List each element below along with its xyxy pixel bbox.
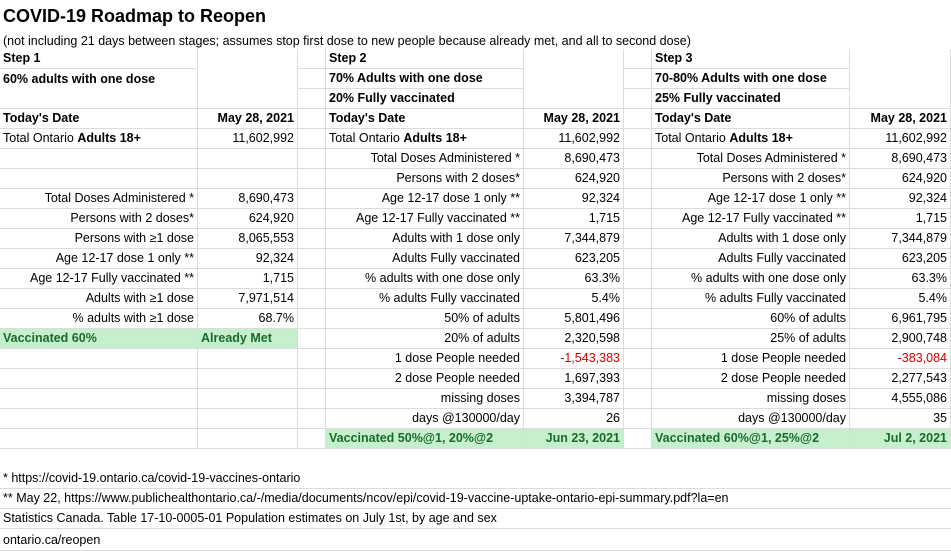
cell[interactable] [298, 389, 326, 409]
step3-adults-label[interactable] [652, 129, 850, 149]
step2-row-label[interactable]: % adults with one dose only [326, 269, 524, 289]
footnote: ** May 22, https://www.publichealthontario.ca/-/media/documents/ncov/epi/covid-19-vaccine-uptake-ontario-epi-summary.pdf?la=en [0, 488, 951, 509]
step1-row-label[interactable]: % adults with ≥1 dose [0, 309, 198, 329]
step2-adults-value[interactable]: 11,602,992 [524, 129, 624, 149]
step3-row-label[interactable]: Age 12-17 Fully vaccinated ** [652, 209, 850, 229]
step2-row-value[interactable]: 5.4% [524, 289, 624, 309]
step3-row-label[interactable]: Adults with 1 dose only [652, 229, 850, 249]
cell[interactable] [298, 149, 326, 169]
step3-row-label[interactable]: Total Doses Administered * [652, 149, 850, 169]
footnote: ontario.ca/reopen [0, 530, 951, 551]
cell[interactable] [198, 49, 298, 109]
step2-row-value[interactable]: 3,394,787 [524, 389, 624, 409]
cell[interactable] [624, 329, 652, 349]
step3-row-value[interactable]: 1,715 [850, 209, 951, 229]
step3-row-label[interactable]: % adults with one dose only [652, 269, 850, 289]
adults-label-prefix: Total Ontario [3, 131, 78, 145]
step2-row-label[interactable]: Adults with 1 dose only [326, 229, 524, 249]
step2-row-value[interactable]: 1,697,393 [524, 369, 624, 389]
step1-row-label[interactable]: Total Doses Administered * [0, 189, 198, 209]
step2-row-value[interactable]: 2,320,598 [524, 329, 624, 349]
step2-row-value[interactable]: 8,690,473 [524, 149, 624, 169]
step3-row-value[interactable]: 8,690,473 [850, 149, 951, 169]
step3-row-label[interactable]: Adults Fully vaccinated [652, 249, 850, 269]
step3-row-value[interactable]: 5.4% [850, 289, 951, 309]
cell[interactable] [624, 389, 652, 409]
step2-row-label[interactable]: 20% of adults [326, 329, 524, 349]
step3-row-value[interactable]: 4,555,086 [850, 389, 951, 409]
adults-label-prefix: Total Ontario [329, 131, 404, 145]
cell[interactable] [624, 109, 652, 129]
step2-row-value[interactable]: 26 [524, 409, 624, 429]
step3-date-label[interactable]: Today's Date [652, 109, 850, 129]
cell[interactable] [298, 249, 326, 269]
step3-row-value[interactable]: 624,920 [850, 169, 951, 189]
cell[interactable] [624, 229, 652, 249]
step1-row-label[interactable]: Age 12-17 dose 1 only ** [0, 249, 198, 269]
cell[interactable] [298, 229, 326, 249]
step2-adults-label[interactable] [326, 129, 524, 149]
cell[interactable] [298, 189, 326, 209]
step3-row-value[interactable]: -383,084 [850, 349, 951, 369]
step2-result-label[interactable]: Vaccinated 50%@1, 20%@2 [326, 429, 524, 449]
cell[interactable] [624, 189, 652, 209]
step3-goal2[interactable]: 25% Fully vaccinated [652, 89, 850, 109]
cell[interactable] [624, 269, 652, 289]
cell[interactable] [624, 49, 652, 69]
step2-row-label[interactable]: 50% of adults [326, 309, 524, 329]
step2-row-label[interactable]: days @130000/day [326, 409, 524, 429]
step3-adults-value[interactable]: 11,602,992 [850, 129, 951, 149]
step3-result-label[interactable]: Vaccinated 60%@1, 25%@2 [652, 429, 850, 449]
step1-goal[interactable]: 60% adults with one dose [0, 69, 198, 109]
step2-row-label[interactable]: 1 dose People needed [326, 349, 524, 369]
cell[interactable] [0, 409, 198, 429]
step1-heading[interactable]: Step 1 [0, 49, 198, 69]
footnote: * https://covid-19.ontario.ca/covid-19-vaccines-ontario [0, 468, 951, 489]
step2-row-value[interactable]: 92,324 [524, 189, 624, 209]
cell[interactable] [0, 389, 198, 409]
cell[interactable] [198, 149, 298, 169]
step2-row-value[interactable]: -1,543,383 [524, 349, 624, 369]
step3-row-value[interactable]: 623,205 [850, 249, 951, 269]
adults-label-bold: Adults 18+ [729, 131, 793, 145]
step3-row-label[interactable]: % adults Fully vaccinated [652, 289, 850, 309]
cell[interactable] [298, 329, 326, 349]
step3-row-label[interactable]: 2 dose People needed [652, 369, 850, 389]
cell[interactable] [624, 209, 652, 229]
step2-row-value[interactable]: 5,801,496 [524, 309, 624, 329]
cell[interactable] [0, 369, 198, 389]
adults-label-bold: Adults 18+ [77, 131, 141, 145]
step2-row-label[interactable]: Total Doses Administered * [326, 149, 524, 169]
step3-result-value[interactable]: Jul 2, 2021 [850, 429, 951, 449]
page-subtitle: (not including 21 days between stages; assumes stop first dose to new people because already met, and all to second dose) [3, 34, 691, 48]
cell[interactable] [198, 409, 298, 429]
step2-result-value[interactable]: Jun 23, 2021 [524, 429, 624, 449]
cell[interactable] [198, 169, 298, 189]
step2-adults-label [329, 131, 467, 145]
step2-row-value[interactable]: 624,920 [524, 169, 624, 189]
cell[interactable] [624, 409, 652, 429]
step1-adults-label [3, 131, 141, 145]
cell[interactable] [298, 309, 326, 329]
step1-adults-label[interactable] [0, 129, 198, 149]
step2-row-label[interactable]: 2 dose People needed [326, 369, 524, 389]
step2-row-value[interactable]: 7,344,879 [524, 229, 624, 249]
step3-row-label[interactable]: 25% of adults [652, 329, 850, 349]
step1-row-label[interactable]: Adults with ≥1 dose [0, 289, 198, 309]
step1-row-label[interactable]: Age 12-17 Fully vaccinated ** [0, 269, 198, 289]
step2-heading[interactable]: Step 2 [326, 49, 524, 69]
step2-row-label[interactable]: Adults Fully vaccinated [326, 249, 524, 269]
step2-row-label[interactable]: % adults Fully vaccinated [326, 289, 524, 309]
cell[interactable] [198, 349, 298, 369]
cell[interactable] [524, 49, 624, 109]
cell[interactable] [298, 429, 326, 449]
cell[interactable] [0, 349, 198, 369]
cell[interactable] [298, 169, 326, 189]
step1-row-value[interactable]: 1,715 [198, 269, 298, 289]
cell[interactable] [624, 169, 652, 189]
spreadsheet-grid [0, 49, 951, 449]
step3-row-value[interactable]: 35 [850, 409, 951, 429]
cell[interactable] [0, 169, 198, 189]
step3-adults-label [655, 131, 793, 145]
step2-row-value[interactable]: 623,205 [524, 249, 624, 269]
cell[interactable] [198, 369, 298, 389]
step1-date[interactable]: May 28, 2021 [198, 109, 298, 129]
step2-row-label[interactable]: Age 12-17 dose 1 only ** [326, 189, 524, 209]
cell[interactable] [624, 149, 652, 169]
adults-label-bold: Adults 18+ [403, 131, 467, 145]
cell[interactable] [624, 129, 652, 149]
step3-row-label[interactable]: Age 12-17 dose 1 only ** [652, 189, 850, 209]
step2-row-value[interactable]: 63.3% [524, 269, 624, 289]
step2-row-label[interactable]: missing doses [326, 389, 524, 409]
step3-row-value[interactable]: 2,900,748 [850, 329, 951, 349]
step1-row-value[interactable]: 624,920 [198, 209, 298, 229]
step3-row-value[interactable]: 7,344,879 [850, 229, 951, 249]
cell[interactable] [298, 349, 326, 369]
step2-date[interactable]: May 28, 2021 [524, 109, 624, 129]
step2-row-label[interactable]: Age 12-17 Fully vaccinated ** [326, 209, 524, 229]
cell[interactable] [298, 69, 326, 89]
step1-adults-value[interactable]: 11,602,992 [198, 129, 298, 149]
step1-row-value[interactable]: 7,971,514 [198, 289, 298, 309]
step1-row-label[interactable]: Persons with ≥1 dose [0, 229, 198, 249]
step2-row-label[interactable]: Persons with 2 doses* [326, 169, 524, 189]
adults-label-prefix: Total Ontario [655, 131, 730, 145]
page-title: COVID-19 Roadmap to Reopen [3, 6, 267, 26]
cell[interactable] [298, 369, 326, 389]
step2-date-label[interactable]: Today's Date [326, 109, 524, 129]
cell[interactable] [624, 429, 652, 449]
step3-row-label[interactable]: days @130000/day [652, 409, 850, 429]
step1-date-label[interactable]: Today's Date [0, 109, 198, 129]
step1-row-value[interactable]: 8,690,473 [198, 189, 298, 209]
step1-row-label[interactable]: Persons with 2 doses* [0, 209, 198, 229]
step3-row-value[interactable]: 6,961,795 [850, 309, 951, 329]
step1-result-value[interactable]: Already Met [198, 329, 298, 349]
step3-row-value[interactable]: 92,324 [850, 189, 951, 209]
step1-row-value[interactable]: 8,065,553 [198, 229, 298, 249]
cell[interactable] [298, 409, 326, 429]
step2-goal1[interactable]: 70% Adults with one dose [326, 69, 524, 89]
step1-row-value[interactable]: 68.7% [198, 309, 298, 329]
step2-row-value[interactable]: 1,715 [524, 209, 624, 229]
cell[interactable] [298, 269, 326, 289]
cell[interactable] [198, 389, 298, 409]
step3-heading[interactable]: Step 3 [652, 49, 850, 69]
cell[interactable] [298, 129, 326, 149]
cell[interactable] [624, 349, 652, 369]
step1-result-label[interactable]: Vaccinated 60% [0, 329, 198, 349]
cell[interactable] [298, 109, 326, 129]
step1-row-value[interactable]: 92,324 [198, 249, 298, 269]
cell[interactable] [198, 429, 298, 449]
step3-row-value[interactable]: 63.3% [850, 269, 951, 289]
cell[interactable] [0, 149, 198, 169]
step3-row-value[interactable]: 2,277,543 [850, 369, 951, 389]
cell[interactable] [298, 49, 326, 69]
cell[interactable] [624, 369, 652, 389]
step3-row-label[interactable]: missing doses [652, 389, 850, 409]
cell[interactable] [624, 309, 652, 329]
cell[interactable] [624, 89, 652, 109]
cell[interactable] [624, 69, 652, 89]
cell[interactable] [624, 249, 652, 269]
step3-date[interactable]: May 28, 2021 [850, 109, 951, 129]
step3-goal1[interactable]: 70-80% Adults with one dose [652, 69, 850, 89]
step3-row-label[interactable]: Persons with 2 doses* [652, 169, 850, 189]
footnote: Statistics Canada. Table 17-10-0005-01 Population estimates on July 1st, by age and sex [0, 508, 951, 529]
cell[interactable] [298, 89, 326, 109]
cell[interactable] [850, 49, 951, 109]
cell[interactable] [298, 209, 326, 229]
step3-row-label[interactable]: 1 dose People needed [652, 349, 850, 369]
step3-row-label[interactable]: 60% of adults [652, 309, 850, 329]
cell[interactable] [624, 289, 652, 309]
cell[interactable] [0, 429, 198, 449]
step2-goal2[interactable]: 20% Fully vaccinated [326, 89, 524, 109]
cell[interactable] [298, 289, 326, 309]
